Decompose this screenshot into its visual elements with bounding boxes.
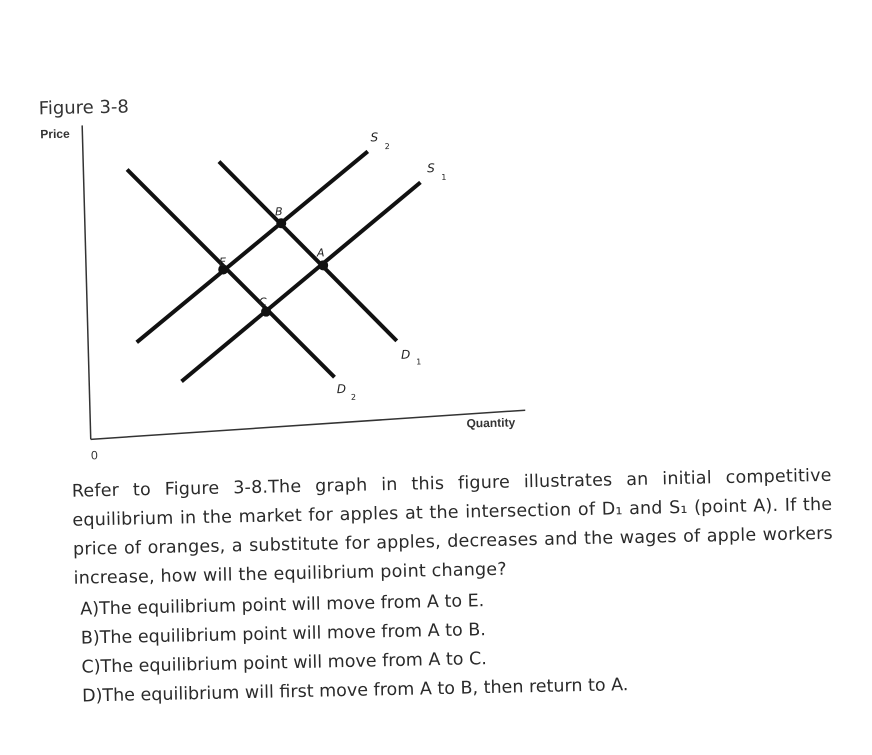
curve-label-d2-sub: 2: [350, 392, 357, 402]
curve-label-d1-letter: D: [400, 347, 411, 362]
x-axis: [90, 410, 525, 439]
point-b-label: B: [274, 205, 283, 219]
curve-label-d1: [401, 347, 421, 366]
option-b[interactable]: B)The equilibrium point will move from A to B.: [80, 620, 487, 649]
point-a-label: A: [316, 246, 325, 260]
curve-label-d2: [337, 382, 357, 402]
origin-label: 0: [90, 448, 98, 463]
option-a[interactable]: A)The equilibrium point will move from A to E.: [80, 591, 485, 620]
y-axis-label: Price: [40, 126, 70, 142]
question-paragraph: Refer to Figure 3-8.The graph in this figure illustrates an initial competitive equilibrium in the market for apples at the intersection of D₁ and S₁ (point A). If the price of oranges, a substitute for apples, decreases and the wages of apple workers increase, how will the equilibrium point change?: [71, 465, 834, 589]
curve-label-s2-sub: 2: [384, 141, 390, 152]
supply-curve-s1: [177, 182, 424, 381]
curve-label-s1-letter: S: [426, 161, 435, 176]
answer-options: [80, 584, 629, 711]
curve-label-s1-sub: 1: [441, 172, 447, 182]
y-axis: [82, 125, 91, 439]
curve-label-d1-sub: 1: [416, 357, 422, 367]
point-c-label: C: [258, 295, 267, 309]
curve-label-s1: [427, 161, 447, 182]
curve-label-d2-letter: D: [336, 381, 347, 397]
curve-label-s2: [370, 130, 390, 151]
curve-label-s2-letter: S: [370, 130, 379, 145]
question-text: [72, 462, 834, 594]
supply-curve-s2: [133, 151, 372, 342]
demand-curve-d2: [127, 165, 334, 381]
figure-title: Figure 3-8: [38, 96, 130, 120]
option-c[interactable]: C)The equilibrium point will move from A to C.: [81, 649, 488, 678]
point-e-label: E: [218, 255, 227, 269]
option-d[interactable]: D)The equilibrium will first move from A to B, then return to A.: [81, 675, 629, 707]
x-axis-label: Quantity: [466, 415, 516, 431]
